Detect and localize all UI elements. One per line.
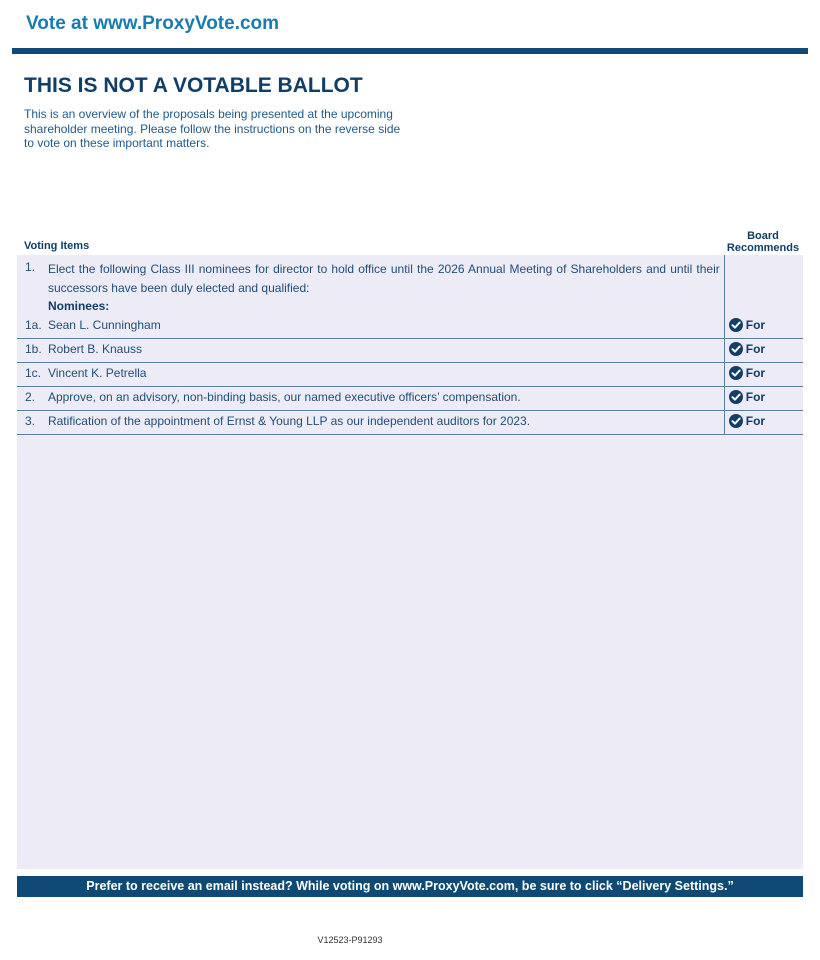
item-number: 1c. (17, 363, 48, 387)
item-1-row (17, 255, 803, 315)
table-row (17, 411, 803, 435)
checkmark-icon (729, 366, 743, 380)
proxyvote-url-header: Vote at www.ProxyVote.com (26, 13, 280, 34)
item-number: 3. (17, 411, 48, 435)
item-number: 1a. (17, 315, 48, 339)
header-divider (12, 48, 808, 54)
item-number: 1. (25, 260, 36, 274)
document-id: V12523-P91293 (317, 935, 383, 945)
recommendation-cell (724, 387, 803, 411)
recommendation-label: For (745, 414, 766, 428)
recommendation-label: For (745, 390, 766, 404)
item-description: Approve, on an advisory, non-binding basis, our named executive officers’ compensation. (48, 387, 724, 411)
board-recommends-line1: Board (747, 230, 779, 242)
table-row (17, 363, 803, 387)
item-description (48, 255, 724, 315)
intro-text: This is an overview of the proposals being presented at the upcoming shareholder meeting. Please follow the instructions on the reverse side to vote on these important matters. (24, 107, 401, 150)
recommendation-label: For (745, 318, 766, 332)
recommendation-cell (724, 255, 803, 315)
checkmark-icon (729, 318, 743, 332)
item-number: 2. (17, 387, 48, 411)
item-description: Vincent K. Petrella (48, 363, 724, 387)
checkmark-icon (729, 390, 743, 404)
item-number: 1b. (17, 339, 48, 363)
checkmark-icon (729, 342, 743, 356)
recommendation-cell (724, 411, 803, 435)
voting-items-table (17, 255, 803, 435)
table-row (17, 387, 803, 411)
table-row (17, 339, 803, 363)
item-description: Ratification of the appointment of Ernst & Young LLP as our independent auditors for 2023. (48, 411, 724, 435)
delivery-settings-banner: Prefer to receive an email instead? While voting on www.ProxyVote.com, be sure to click “Delivery Settings.” (17, 876, 803, 897)
recommendation-label: For (745, 366, 766, 380)
item-description: Sean L. Cunningham (48, 315, 724, 339)
recommendation-label: For (745, 342, 766, 356)
board-recommends-line2: Recommends (726, 241, 800, 254)
recommendation-cell (724, 363, 803, 387)
page-title: THIS IS NOT A VOTABLE BALLOT (24, 74, 363, 97)
recommendation-cell (724, 339, 803, 363)
item-1-text: Elect the following Class III nominees for director to hold office until the 2026 Annual Meeting of Shareholders and until their successors have been duly elected and qualified: (47, 262, 720, 295)
recommendation-cell (724, 315, 803, 339)
nominees-label: Nominees: (47, 299, 110, 313)
board-recommends-heading (722, 231, 804, 254)
voting-items-heading: Voting Items (24, 240, 90, 252)
item-description: Robert B. Knauss (48, 339, 724, 363)
table-row (17, 315, 803, 339)
checkmark-icon (729, 414, 743, 428)
